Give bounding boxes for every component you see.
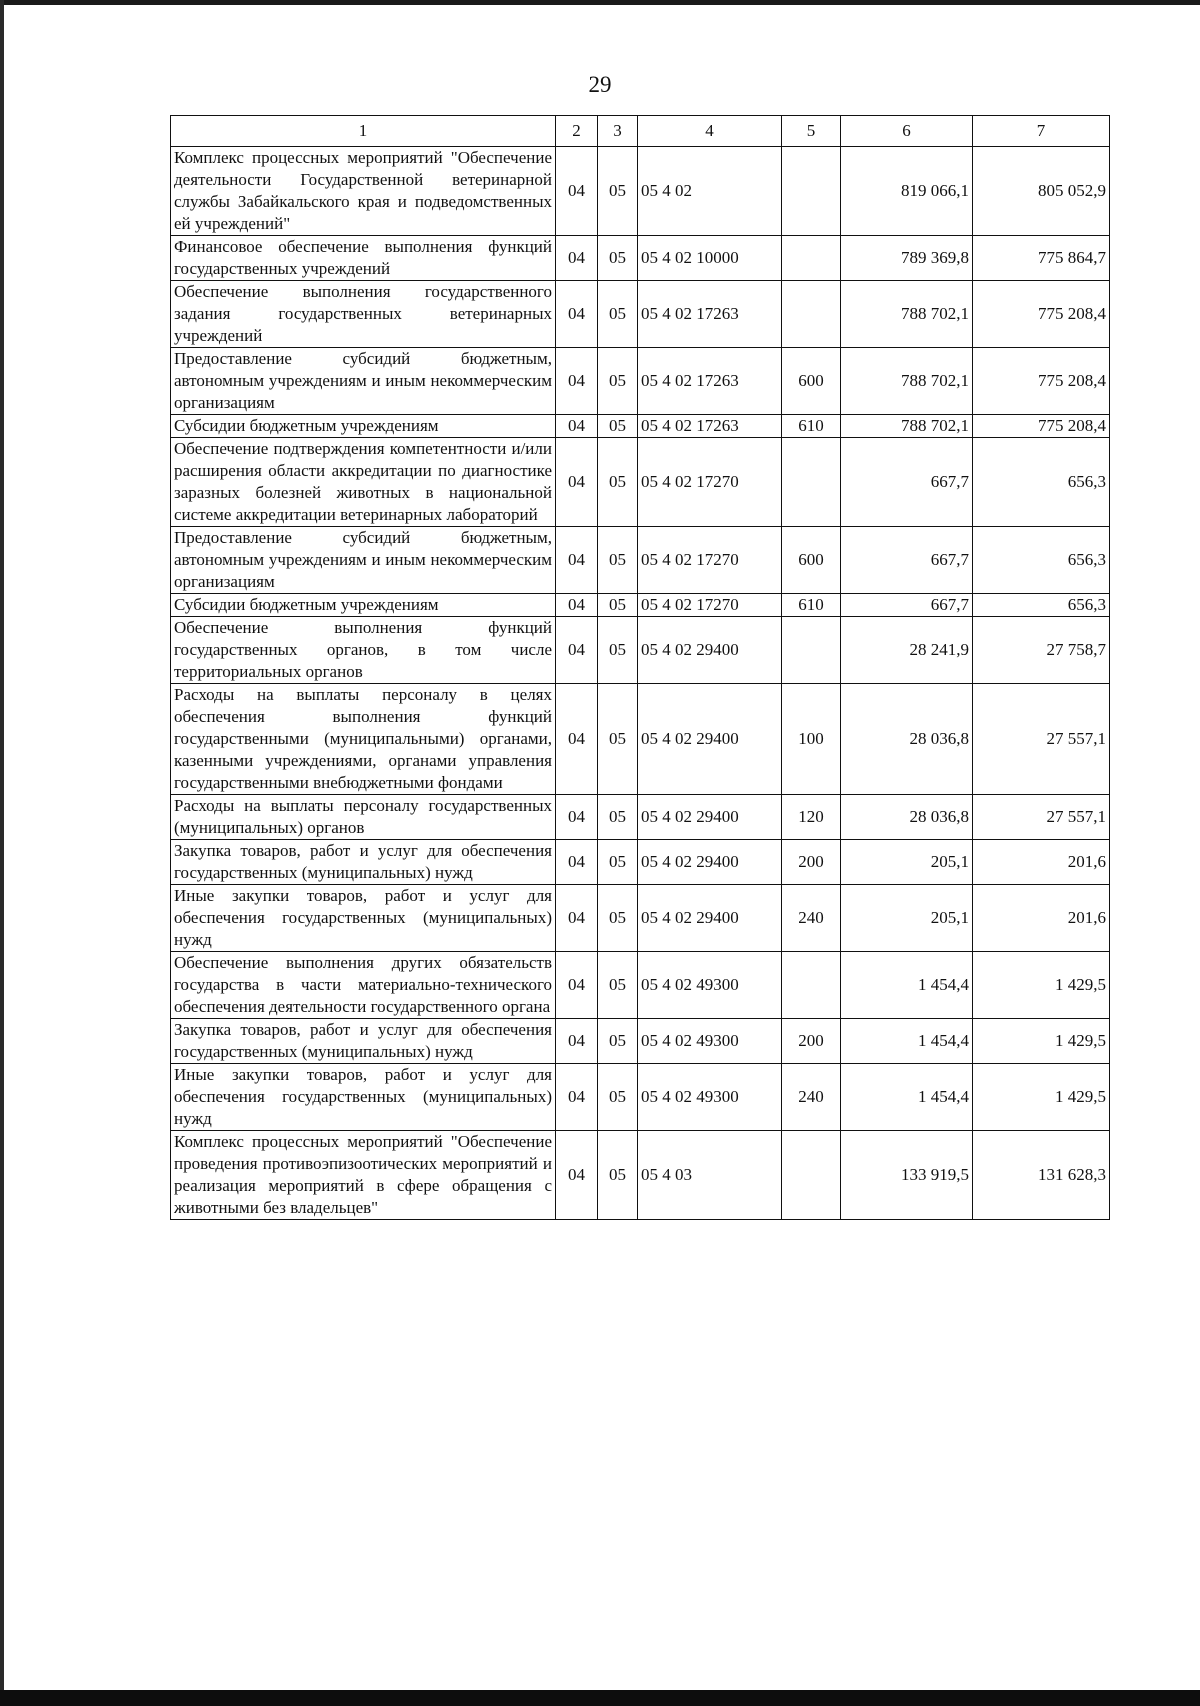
table-row <box>171 952 1110 1019</box>
amount-col6-cell: 819 066,1 <box>841 147 973 236</box>
item-name-cell: Расходы на выплаты персоналу государственных (муниципальных) органов <box>171 795 556 840</box>
target-article-cell: 05 4 02 17270 <box>638 594 782 617</box>
item-name-cell: Обеспечение выполнения государственного задания государственных ветеринарных учреждений <box>171 281 556 348</box>
section-code-cell: 04 <box>556 885 598 952</box>
item-name-cell: Финансовое обеспечение выполнения функций государственных учреждений <box>171 236 556 281</box>
section-code-cell: 04 <box>556 1019 598 1064</box>
amount-col7-cell: 656,3 <box>973 594 1110 617</box>
table-row <box>171 147 1110 236</box>
section-code-cell: 04 <box>556 617 598 684</box>
amount-col6-cell: 667,7 <box>841 438 973 527</box>
amount-col7-cell: 27 758,7 <box>973 617 1110 684</box>
section-code-cell: 04 <box>556 684 598 795</box>
page-number: 29 <box>588 72 612 97</box>
amount-col6-cell: 788 702,1 <box>841 281 973 348</box>
section-code-cell: 04 <box>556 795 598 840</box>
amount-col6-cell: 133 919,5 <box>841 1131 973 1220</box>
budget-table <box>170 115 1110 1220</box>
item-name-cell: Обеспечение подтверждения компетентности и/или расширения области аккредитации по диагностике заразных болезней животных в национальной системе аккредитации ветеринарных лабораторий <box>171 438 556 527</box>
amount-col6-cell: 788 702,1 <box>841 348 973 415</box>
amount-col6-cell: 788 702,1 <box>841 415 973 438</box>
amount-col6-cell: 28 036,8 <box>841 795 973 840</box>
amount-col7-cell: 805 052,9 <box>973 147 1110 236</box>
expense-type-cell: 600 <box>782 527 841 594</box>
section-code-cell: 04 <box>556 236 598 281</box>
section-code-cell: 04 <box>556 840 598 885</box>
table-row <box>171 281 1110 348</box>
subsection-code-cell: 05 <box>598 1064 638 1131</box>
header-row <box>171 116 1110 147</box>
target-article-cell: 05 4 02 29400 <box>638 684 782 795</box>
item-name-cell: Закупка товаров, работ и услуг для обеспечения государственных (муниципальных) нужд <box>171 840 556 885</box>
amount-col7-cell: 775 864,7 <box>973 236 1110 281</box>
column-header-4: 4 <box>638 116 782 147</box>
expense-type-cell <box>782 147 841 236</box>
amount-col6-cell: 1 454,4 <box>841 1064 973 1131</box>
item-name-cell: Субсидии бюджетным учреждениям <box>171 594 556 617</box>
expense-type-cell: 120 <box>782 795 841 840</box>
table-row <box>171 1019 1110 1064</box>
table-body <box>171 147 1110 1220</box>
item-name-cell: Субсидии бюджетным учреждениям <box>171 415 556 438</box>
expense-type-cell <box>782 1131 841 1220</box>
expense-type-cell: 200 <box>782 840 841 885</box>
expense-type-cell: 600 <box>782 348 841 415</box>
column-header-7: 7 <box>973 116 1110 147</box>
target-article-cell: 05 4 02 29400 <box>638 795 782 840</box>
subsection-code-cell: 05 <box>598 617 638 684</box>
table-row <box>171 1064 1110 1131</box>
target-article-cell: 05 4 02 17263 <box>638 348 782 415</box>
section-code-cell: 04 <box>556 438 598 527</box>
expense-type-cell: 610 <box>782 594 841 617</box>
section-code-cell: 04 <box>556 281 598 348</box>
item-name-cell: Комплекс процессных мероприятий "Обеспечение деятельности Государственной ветеринарной службы Забайкальского края и подведомственных ей учреждений" <box>171 147 556 236</box>
item-name-cell: Предоставление субсидий бюджетным, автономным учреждениям и иным некоммерческим организациям <box>171 527 556 594</box>
target-article-cell: 05 4 02 49300 <box>638 1064 782 1131</box>
table-row <box>171 617 1110 684</box>
column-header-5: 5 <box>782 116 841 147</box>
item-name-cell: Комплекс процессных мероприятий "Обеспечение проведения противоэпизоотических мероприятий и реализация мероприятий в сфере обращения с животными без владельцев" <box>171 1131 556 1220</box>
subsection-code-cell: 05 <box>598 348 638 415</box>
amount-col7-cell: 1 429,5 <box>973 1064 1110 1131</box>
expense-type-cell: 100 <box>782 684 841 795</box>
table-row <box>171 236 1110 281</box>
subsection-code-cell: 05 <box>598 684 638 795</box>
subsection-code-cell: 05 <box>598 885 638 952</box>
subsection-code-cell: 05 <box>598 594 638 617</box>
target-article-cell: 05 4 03 <box>638 1131 782 1220</box>
subsection-code-cell: 05 <box>598 147 638 236</box>
column-header-1: 1 <box>171 116 556 147</box>
section-code-cell: 04 <box>556 594 598 617</box>
table-row <box>171 1131 1110 1220</box>
section-code-cell: 04 <box>556 1131 598 1220</box>
table-row <box>171 527 1110 594</box>
target-article-cell: 05 4 02 29400 <box>638 840 782 885</box>
expense-type-cell: 240 <box>782 1064 841 1131</box>
subsection-code-cell: 05 <box>598 795 638 840</box>
target-article-cell: 05 4 02 10000 <box>638 236 782 281</box>
item-name-cell: Иные закупки товаров, работ и услуг для обеспечения государственных (муниципальных) нужд <box>171 1064 556 1131</box>
target-article-cell: 05 4 02 17263 <box>638 281 782 348</box>
scan-edge-top <box>0 0 1200 5</box>
subsection-code-cell: 05 <box>598 1019 638 1064</box>
item-name-cell: Закупка товаров, работ и услуг для обеспечения государственных (муниципальных) нужд <box>171 1019 556 1064</box>
subsection-code-cell: 05 <box>598 415 638 438</box>
amount-col7-cell: 656,3 <box>973 527 1110 594</box>
amount-col6-cell: 789 369,8 <box>841 236 973 281</box>
expense-type-cell <box>782 438 841 527</box>
amount-col7-cell: 1 429,5 <box>973 1019 1110 1064</box>
amount-col6-cell: 28 036,8 <box>841 684 973 795</box>
amount-col7-cell: 775 208,4 <box>973 281 1110 348</box>
subsection-code-cell: 05 <box>598 281 638 348</box>
target-article-cell: 05 4 02 49300 <box>638 1019 782 1064</box>
target-article-cell: 05 4 02 49300 <box>638 952 782 1019</box>
amount-col7-cell: 775 208,4 <box>973 348 1110 415</box>
subsection-code-cell: 05 <box>598 438 638 527</box>
scan-edge-left <box>0 0 4 1706</box>
section-code-cell: 04 <box>556 348 598 415</box>
expense-type-cell: 200 <box>782 1019 841 1064</box>
amount-col6-cell: 205,1 <box>841 885 973 952</box>
amount-col7-cell: 775 208,4 <box>973 415 1110 438</box>
subsection-code-cell: 05 <box>598 952 638 1019</box>
amount-col6-cell: 667,7 <box>841 527 973 594</box>
amount-col7-cell: 27 557,1 <box>973 795 1110 840</box>
item-name-cell: Расходы на выплаты персоналу в целях обеспечения выполнения функций государственными (муниципальными) органами, казенными учреждениями, органами управления государственными внебюджетными фондами <box>171 684 556 795</box>
amount-col6-cell: 667,7 <box>841 594 973 617</box>
table-row <box>171 348 1110 415</box>
column-header-3: 3 <box>598 116 638 147</box>
target-article-cell: 05 4 02 17270 <box>638 527 782 594</box>
item-name-cell: Иные закупки товаров, работ и услуг для обеспечения государственных (муниципальных) нужд <box>171 885 556 952</box>
section-code-cell: 04 <box>556 527 598 594</box>
amount-col7-cell: 656,3 <box>973 438 1110 527</box>
amount-col6-cell: 28 241,9 <box>841 617 973 684</box>
section-code-cell: 04 <box>556 952 598 1019</box>
amount-col7-cell: 1 429,5 <box>973 952 1110 1019</box>
target-article-cell: 05 4 02 17270 <box>638 438 782 527</box>
target-article-cell: 05 4 02 17263 <box>638 415 782 438</box>
expense-type-cell <box>782 617 841 684</box>
table-row <box>171 438 1110 527</box>
amount-col6-cell: 1 454,4 <box>841 1019 973 1064</box>
item-name-cell: Обеспечение выполнения других обязательств государства в части материально-технического обеспечения деятельности государственного органа <box>171 952 556 1019</box>
expense-type-cell: 610 <box>782 415 841 438</box>
column-header-2: 2 <box>556 116 598 147</box>
subsection-code-cell: 05 <box>598 236 638 281</box>
amount-col6-cell: 205,1 <box>841 840 973 885</box>
section-code-cell: 04 <box>556 1064 598 1131</box>
amount-col7-cell: 131 628,3 <box>973 1131 1110 1220</box>
section-code-cell: 04 <box>556 147 598 236</box>
expense-type-cell <box>782 952 841 1019</box>
column-header-6: 6 <box>841 116 973 147</box>
subsection-code-cell: 05 <box>598 840 638 885</box>
amount-col7-cell: 201,6 <box>973 885 1110 952</box>
table-row <box>171 594 1110 617</box>
item-name-cell: Обеспечение выполнения функций государственных органов, в том числе территориальных органов <box>171 617 556 684</box>
table-row <box>171 840 1110 885</box>
amount-col7-cell: 201,6 <box>973 840 1110 885</box>
subsection-code-cell: 05 <box>598 527 638 594</box>
amount-col6-cell: 1 454,4 <box>841 952 973 1019</box>
table-row <box>171 885 1110 952</box>
scan-edge-bottom <box>0 1690 1200 1706</box>
subsection-code-cell: 05 <box>598 1131 638 1220</box>
target-article-cell: 05 4 02 29400 <box>638 885 782 952</box>
table-row <box>171 795 1110 840</box>
expense-type-cell <box>782 281 841 348</box>
target-article-cell: 05 4 02 29400 <box>638 617 782 684</box>
table-row <box>171 415 1110 438</box>
expense-type-cell <box>782 236 841 281</box>
table-row <box>171 684 1110 795</box>
expense-type-cell: 240 <box>782 885 841 952</box>
item-name-cell: Предоставление субсидий бюджетным, автономным учреждениям и иным некоммерческим организациям <box>171 348 556 415</box>
target-article-cell: 05 4 02 <box>638 147 782 236</box>
amount-col7-cell: 27 557,1 <box>973 684 1110 795</box>
section-code-cell: 04 <box>556 415 598 438</box>
